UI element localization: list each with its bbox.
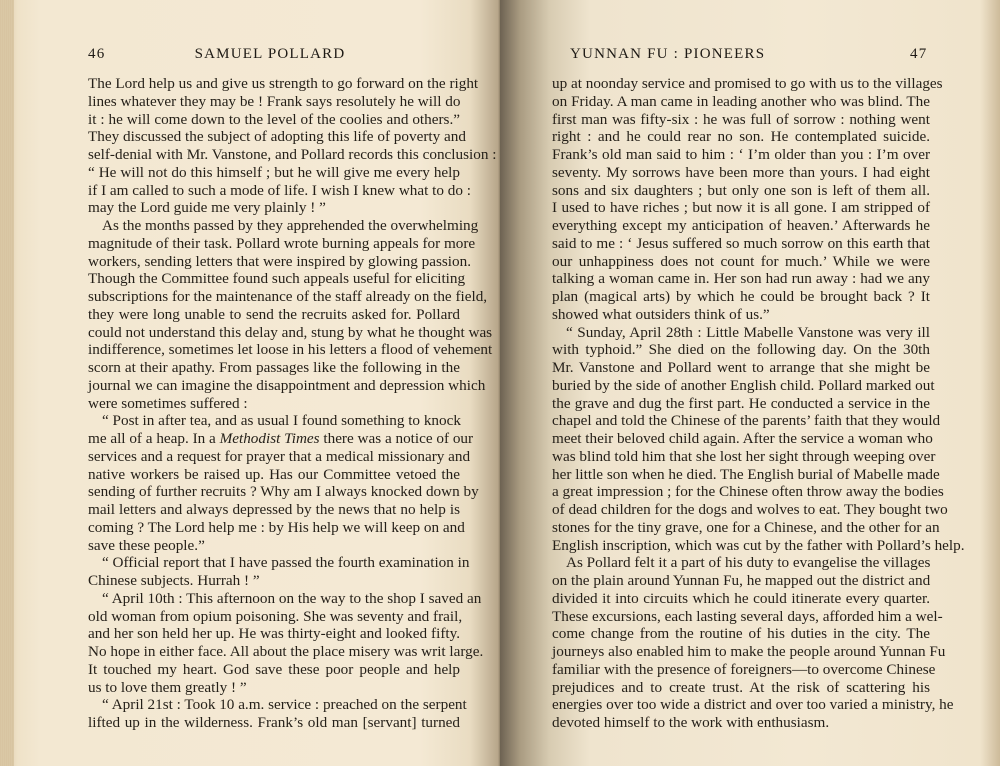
running-head: YUNNAN FU : PIONEERS — [570, 46, 766, 62]
text-line: and her son held her up. He was thirty-eight and looked fifty. — [88, 625, 460, 643]
text-line: “ Official report that I have passed the fourth examination in — [102, 554, 470, 572]
text-line: services and a request for prayer that a medical missionary and — [88, 447, 471, 465]
text-line: familiar with the presence of foreigners—to overcome Chinese — [552, 660, 936, 678]
text-line: our unhappiness does not count for much.’ While we were — [552, 252, 930, 270]
text-line: seventy. My sorrows have been more than yours. I had eight — [552, 163, 930, 181]
right-page — [500, 0, 1000, 766]
text-line: sons and six daughters ; but only one son is left of them all. — [552, 181, 930, 199]
text-line: me all of a heap. In a Methodist Times there was a notice of our — [88, 430, 474, 447]
text-line: showed what outsiders think of us.” — [552, 305, 770, 323]
text-line: magnitude of their task. Pollard wrote burning appeals for more — [88, 234, 476, 252]
text-line: could not understand this delay and, stung by what he thought was — [88, 323, 493, 341]
text-line: sending of further recruits ? Why am I always knocked down by — [88, 483, 479, 501]
text-line: it : he will come down to the level of the coolies and others.” — [88, 110, 460, 128]
text-line: “ April 21st : Took 10 a.m. service : preached on the serpent — [102, 696, 467, 714]
page-number: 46 — [88, 46, 106, 62]
text-line: devoted himself to the work with enthusiasm. — [552, 714, 830, 731]
text-line: “ April 10th : This afternoon on the way to the shop I saved an — [102, 589, 482, 607]
text-line: first man was fifty-six : he was full of sorrow : nothing went — [552, 110, 930, 128]
text-line: subscriptions for the maintenance of the staff already on the field, — [88, 288, 488, 305]
text-line: These excursions, each lasting several days, afforded him a wel- — [552, 607, 943, 625]
text-line: was blind told him that she lost her sight through weeping over — [552, 447, 936, 465]
text-line: coming ? The Lord help me : by His help we will keep on and — [88, 518, 465, 536]
text-line: chapel and told the Chinese of the parents’ faith that they would — [552, 412, 941, 430]
text-line: stones for the tiny grave, one for a Chinese, and the other for an — [552, 518, 940, 536]
text-line: meet their beloved child again. After the service a woman who — [552, 430, 933, 447]
text-line: No hope in either face. All about the place misery was writ large. — [88, 643, 484, 660]
text-line: I used to have riches ; but now it is all gone. I am stripped of — [552, 199, 930, 217]
text-line: old woman from opium poisoning. She was seventy and frail, — [88, 607, 463, 625]
text-line: mail letters and always depressed by the news that no help is — [88, 501, 460, 518]
text-line: prejudices and to create trust. At the risk of scattering his — [552, 678, 930, 696]
text-line: may the Lord guide me very plainly ! ” — [88, 199, 326, 217]
text-line: energies over too wide a district and over too varied a ministry, he — [552, 696, 954, 714]
text-line: a great impression ; for the Chinese often throw away the bodies — [552, 483, 944, 501]
text-line: “ Post in after tea, and as usual I found something to knock — [102, 412, 461, 430]
text-line: her little son when he died. The English burial of Mabelle made — [552, 465, 940, 483]
running-head: SAMUEL POLLARD — [194, 46, 346, 62]
body-text — [552, 75, 965, 732]
text-line: lines whatever they may be ! Frank says resolutely he will do — [88, 92, 461, 110]
page-edges — [0, 0, 14, 766]
text-line: come change from the routine of his duties in the city. The — [552, 625, 930, 643]
text-line: they were long unable to send the recruits asked for. Pollard — [88, 305, 460, 323]
text-line: “ He will not do this himself ; but he will give me every help — [88, 163, 460, 181]
text-line: talking a woman came in. Her son had run away : had we any — [552, 270, 930, 288]
text-line: Mr. Vanstone and Pollard went to arrange that she might be — [552, 359, 930, 376]
text-line: journeys also enabled him to make the people around Yunnan Fu — [552, 643, 946, 660]
text-line: Though the Committee found such appeals useful for eliciting — [88, 270, 466, 288]
text-line: As Pollard felt it a part of his duty to evangelise the villages — [566, 554, 931, 572]
text-line: workers, sending letters that were inspired by glowing passion. — [88, 252, 471, 270]
text-line: The Lord help us and give us strength to go forward on the right — [88, 75, 479, 92]
text-line: divided it into circuits which he could itinerate every quarter. — [552, 589, 930, 607]
text-line: English inscription, which was cut by the father with Pollard’s help. — [552, 536, 965, 554]
page-number: 47 — [910, 46, 928, 62]
text-line: everything except my anticipation of heaven.’ Afterwards he — [552, 217, 930, 234]
text-line: up at noonday service and promised to go with us to the villages — [552, 75, 943, 92]
text-line: right : and he could rear no son. He contemplated suicide. — [552, 128, 930, 146]
text-line: Chinese subjects. Hurrah ! ” — [88, 572, 260, 589]
text-line: on Friday. A man came in leading another who was blind. The — [552, 92, 930, 110]
text-line: lifted up in the wilderness. Frank’s old man [servant] turned — [88, 714, 460, 731]
text-line: said to me : ‘ Jesus suffered so much sorrow on this earth that — [552, 234, 930, 252]
text-line: native workers be raised up. Has our Committee vetoed the — [88, 465, 460, 483]
text-line: us to love them greatly ! ” — [88, 678, 247, 696]
text-line: the grave and dug the first part. He conducted a service in the — [552, 394, 930, 412]
text-line: if I am called to such a mode of life. I wish I knew what to do : — [88, 181, 471, 199]
text-line: As the months passed by they apprehended the overwhelming — [102, 217, 479, 234]
body-text — [88, 75, 497, 732]
text-line: plan (magical arts) by which he could be brought back ? It — [552, 288, 930, 305]
text-line: buried by the side of another English child. Pollard marked out — [552, 376, 935, 394]
text-line: with typhoid.” She died on the following day. On the 30th — [552, 341, 930, 359]
text-line: They discussed the subject of adopting this life of poverty and — [88, 128, 466, 146]
text-line: Frank’s old man said to him : ‘ I’m older than you : I’m over — [552, 146, 930, 163]
text-line: save these people.” — [88, 536, 205, 554]
text-line: It touched my heart. God save these poor people and help — [88, 660, 460, 678]
text-line: “ Sunday, April 28th : Little Mabelle Vanstone was very ill — [566, 323, 930, 341]
text-line: self-denial with Mr. Vanstone, and Pollard records this conclusion : — [88, 146, 497, 163]
text-line: scorn at their apathy. From passages like the following in the — [88, 359, 460, 376]
text-line: were sometimes suffered : — [88, 394, 248, 412]
text-line: on the plain around Yunnan Fu, he mapped out the district and — [552, 572, 931, 589]
text-line: journal we can imagine the disappointment and depression which — [88, 376, 486, 394]
text-line: of dead children for the dogs and wolves to eat. They bought two — [552, 501, 948, 518]
text-line: indifference, sometimes let loose in his letters a flood of vehement — [88, 341, 493, 359]
